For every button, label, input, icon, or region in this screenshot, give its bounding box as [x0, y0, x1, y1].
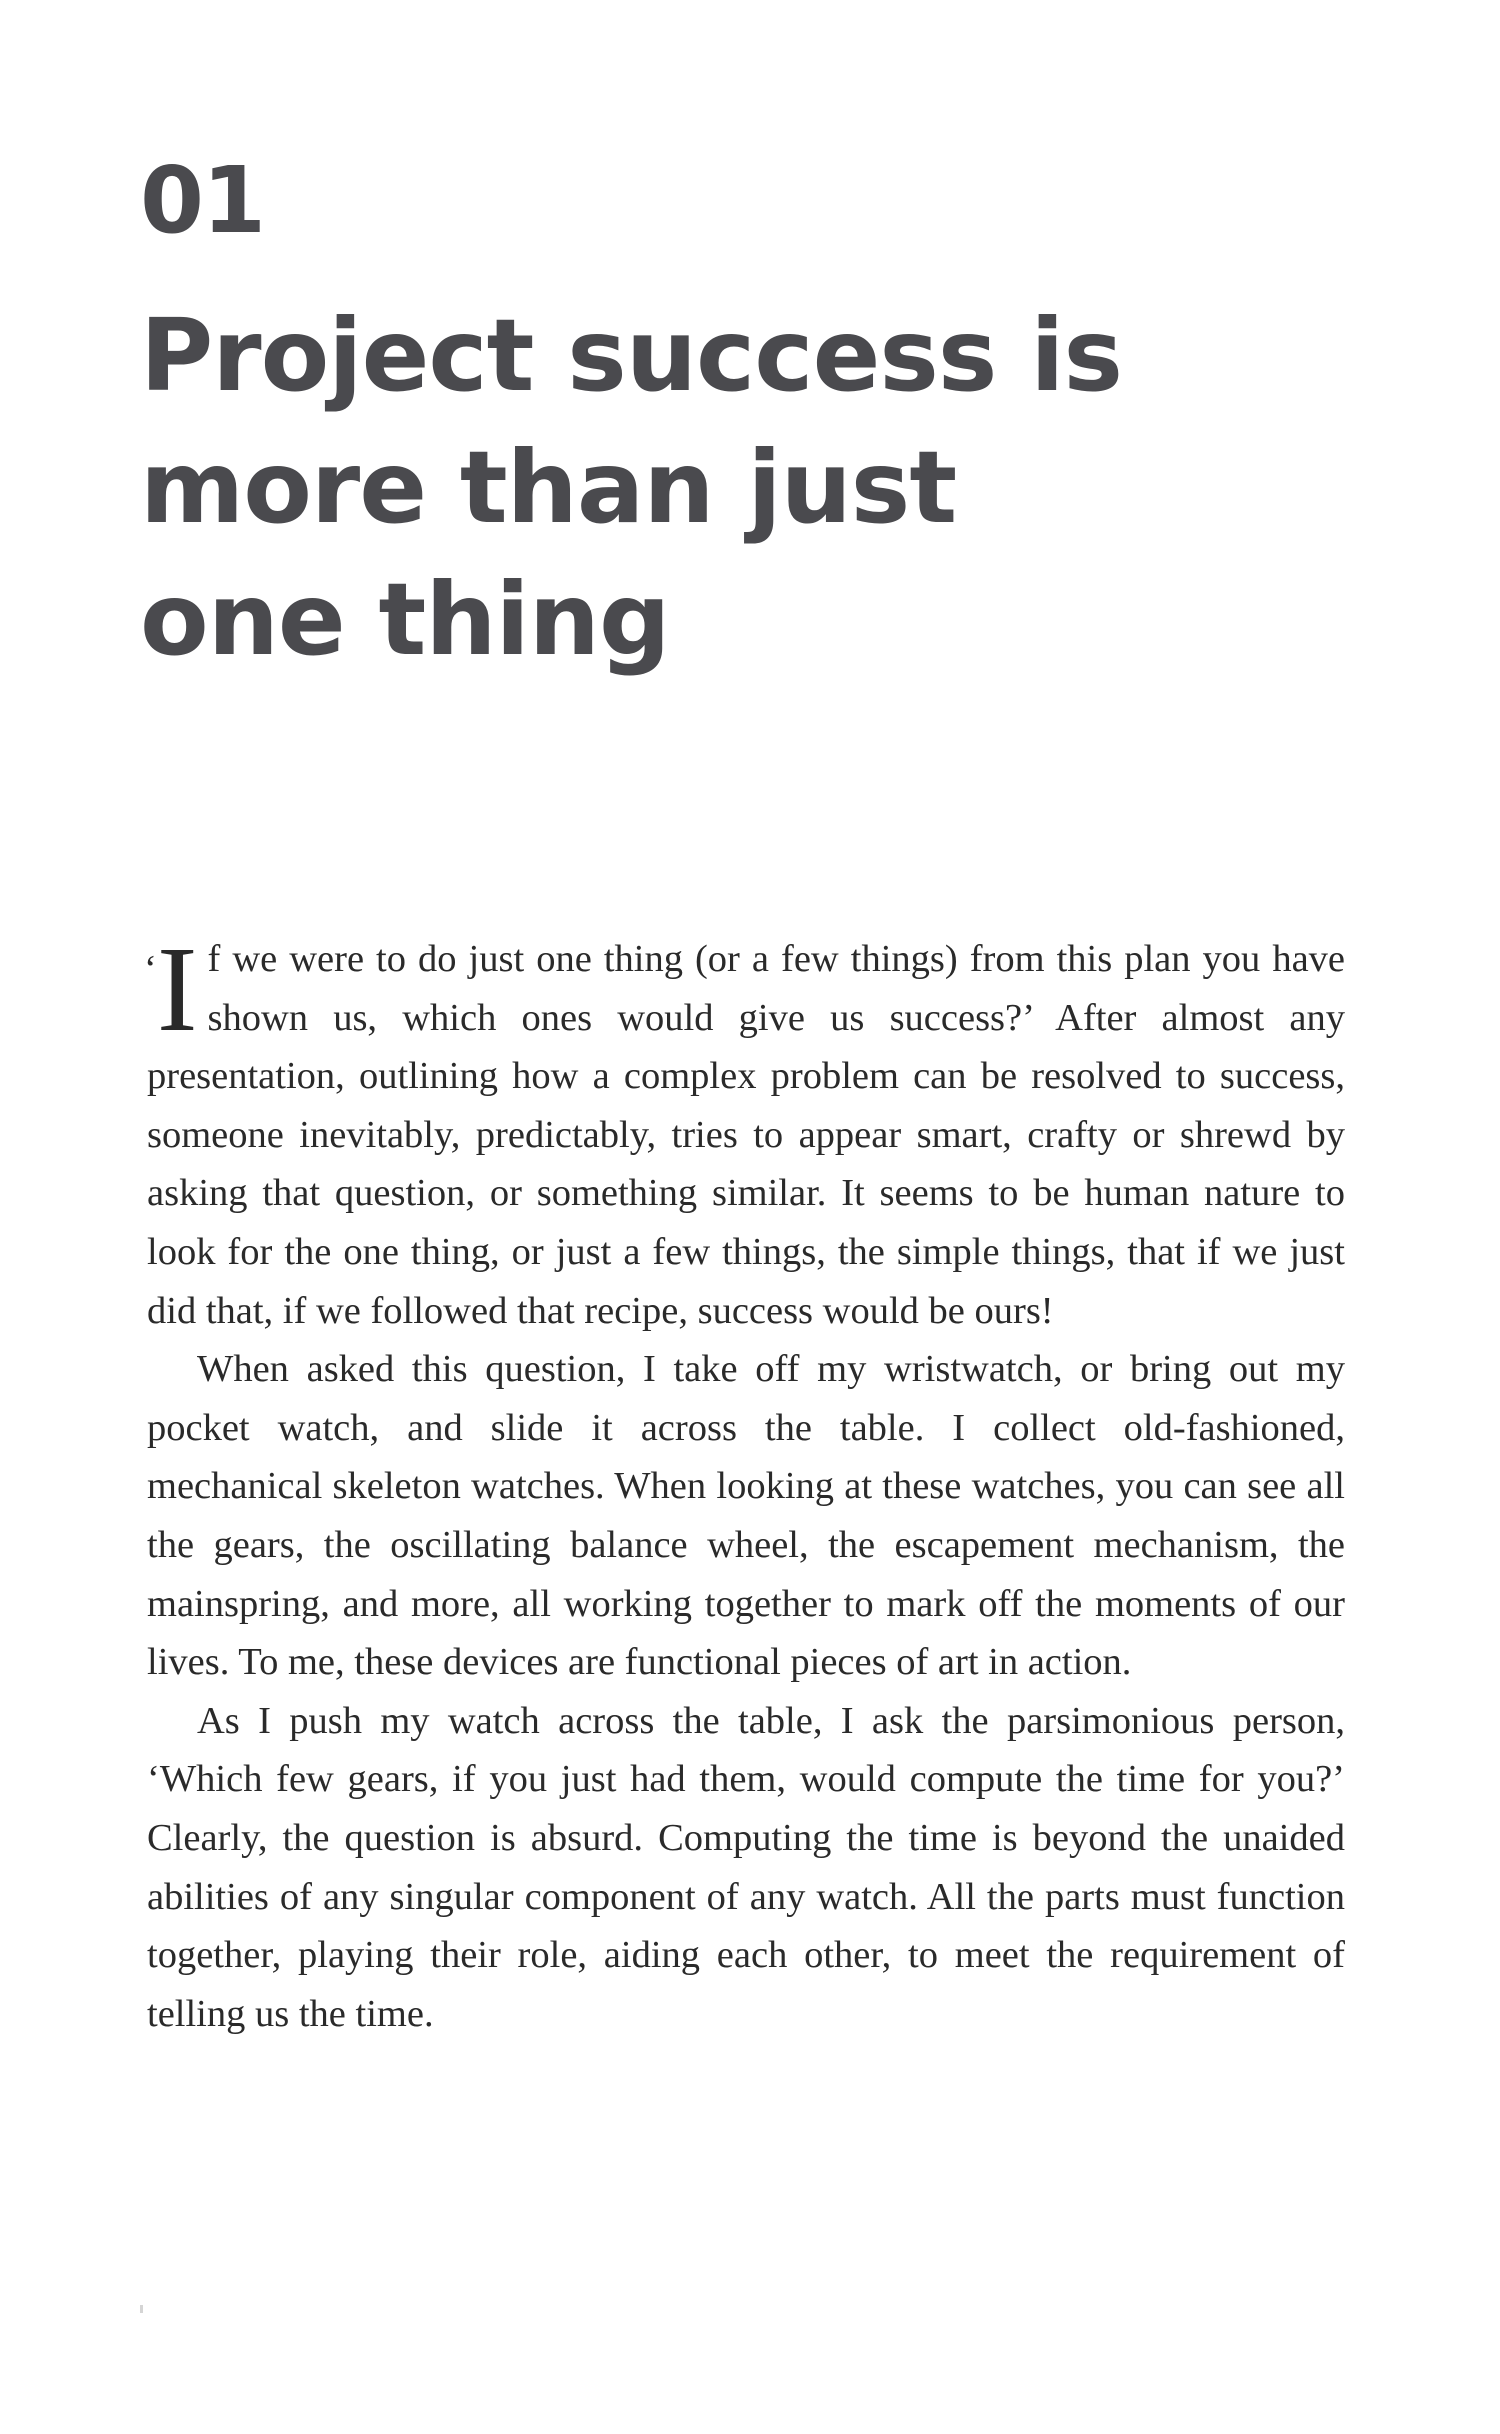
- margin-mark: [140, 2305, 143, 2313]
- open-quote: ‘: [144, 948, 157, 990]
- drop-cap: [144, 922, 198, 1057]
- drop-cap-letter: I: [156, 922, 198, 1057]
- body-text: [144, 922, 1345, 2043]
- chapter-title: [140, 290, 1240, 686]
- paragraph-2: When asked this question, I take off my wristwatch, or bring out my pocket watch, and slide it across the table. I collect old-fashioned, mechanical skeleton watches. When looking at these watches, you can see all the gears, the oscillating balance wheel, the escapement mechanism, the mainspring, and more, all working together to mark off the moments of our lives. To me, these devices are functional pieces of art in action.: [147, 1348, 1345, 1684]
- chapter-title-line: Project success is: [140, 297, 1123, 414]
- chapter-number: 01: [140, 147, 265, 254]
- paragraph-1-text: f we were to do just one thing (or a few things) from this plan you have shown us, which ones would give us success?’ After almost any presentation, outlining how a complex problem can be resolved to success, someone inevitably, predictably, tries to appear smart, crafty or shrewd by asking that question, or something similar. It seems to be human nature to look for the one thing, or just a few things, the simple things, that if we just did that, if we followed that recipe, success would be ours!: [147, 938, 1345, 1332]
- chapter-title-line: more than just: [140, 429, 957, 546]
- paragraph-3: As I push my watch across the table, I ask the parsimonious person, ‘Which few gears, if you just had them, would compute the time for you?’ Clearly, the question is absurd. Computing the time is beyond the unaided abilities of any singular component of any watch. All the parts must function together, playing their role, aiding each other, to meet the requirement of telling us the time.: [147, 1699, 1345, 2035]
- paragraph-1: [144, 922, 1345, 1340]
- chapter-title-line: one thing: [140, 561, 670, 678]
